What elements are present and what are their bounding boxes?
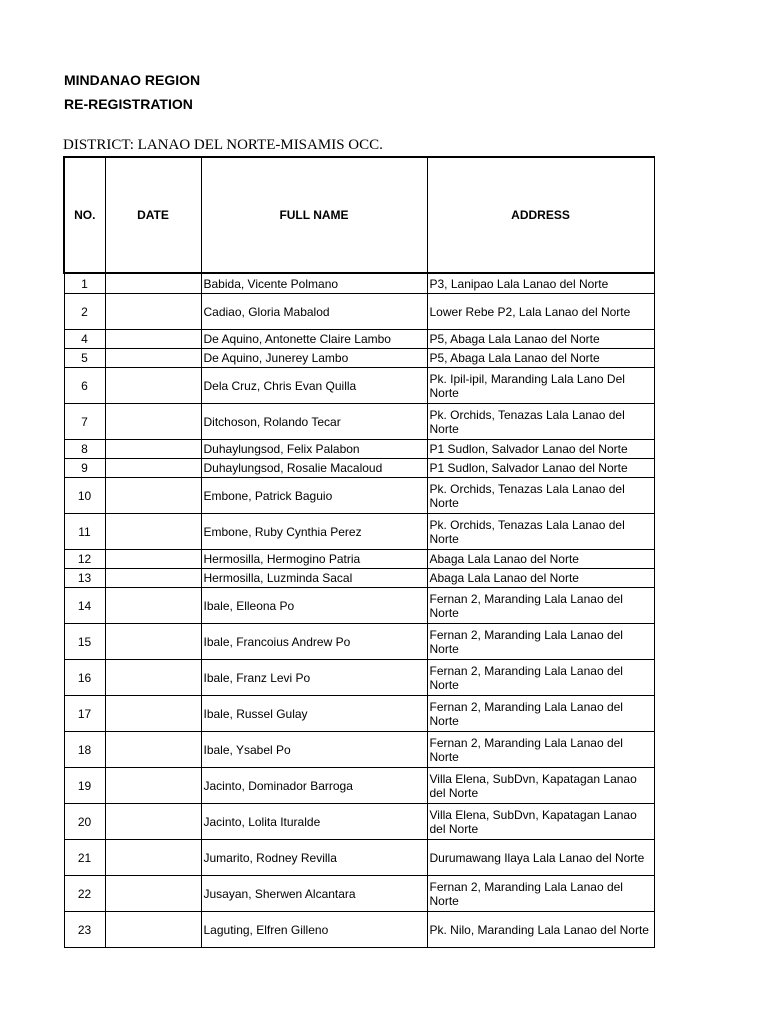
table-row xyxy=(64,478,654,514)
cell-date xyxy=(105,330,201,349)
table-row xyxy=(64,696,654,732)
cell-date xyxy=(105,840,201,876)
cell-full-name: Jacinto, Dominador Barroga xyxy=(201,768,427,804)
table-row xyxy=(64,459,654,478)
column-header-address: ADDRESS xyxy=(427,157,654,273)
table-row xyxy=(64,588,654,624)
cell-address: Lower Rebe P2, Lala Lanao del Norte xyxy=(427,294,654,330)
cell-full-name: Laguting, Elfren Gilleno xyxy=(201,912,427,948)
cell-full-name: Ibale, Elleona Po xyxy=(201,588,427,624)
cell-no: 6 xyxy=(64,368,105,404)
cell-full-name: Hermosilla, Hermogino Patria xyxy=(201,550,427,569)
cell-full-name: Embone, Ruby Cynthia Perez xyxy=(201,514,427,550)
cell-full-name: Duhaylungsod, Felix Palabon xyxy=(201,440,427,459)
cell-full-name: Jusayan, Sherwen Alcantara xyxy=(201,876,427,912)
cell-date xyxy=(105,514,201,550)
cell-date xyxy=(105,478,201,514)
header-row xyxy=(64,157,654,273)
cell-no: 20 xyxy=(64,804,105,840)
cell-no: 5 xyxy=(64,349,105,368)
cell-no: 23 xyxy=(64,912,105,948)
cell-date xyxy=(105,368,201,404)
column-header-no: NO. xyxy=(64,157,105,273)
district-heading: DISTRICT: LANAO DEL NORTE-MISAMIS OCC. xyxy=(63,137,383,153)
table-row xyxy=(64,330,654,349)
cell-address: Fernan 2, Maranding Lala Lanao del Norte xyxy=(427,624,654,660)
cell-full-name: Jacinto, Lolita Ituralde xyxy=(201,804,427,840)
cell-no: 9 xyxy=(64,459,105,478)
table-row xyxy=(64,550,654,569)
cell-address: Pk. Nilo, Maranding Lala Lanao del Norte xyxy=(427,912,654,948)
cell-address: Durumawang Ilaya Lala Lanao del Norte xyxy=(427,840,654,876)
cell-address: Abaga Lala Lanao del Norte xyxy=(427,550,654,569)
cell-address: Fernan 2, Maranding Lala Lanao del Norte xyxy=(427,732,654,768)
cell-no: 14 xyxy=(64,588,105,624)
cell-address: P5, Abaga Lala Lanao del Norte xyxy=(427,330,654,349)
cell-address: P5, Abaga Lala Lanao del Norte xyxy=(427,349,654,368)
table-row xyxy=(64,569,654,588)
cell-no: 12 xyxy=(64,550,105,569)
cell-full-name: De Aquino, Antonette Claire Lambo xyxy=(201,330,427,349)
cell-address: P1 Sudlon, Salvador Lanao del Norte xyxy=(427,459,654,478)
cell-address: Pk. Ipil-ipil, Maranding Lala Lano Del Norte xyxy=(427,368,654,404)
table-row xyxy=(64,404,654,440)
cell-date xyxy=(105,404,201,440)
cell-full-name: Ditchoson, Rolando Tecar xyxy=(201,404,427,440)
registration-table xyxy=(63,156,655,948)
table-body xyxy=(64,273,654,948)
cell-date xyxy=(105,660,201,696)
cell-date xyxy=(105,912,201,948)
table-header xyxy=(64,157,654,273)
table-row xyxy=(64,804,654,840)
table-row xyxy=(64,514,654,550)
column-header-full-name: FULL NAME xyxy=(201,157,427,273)
cell-no: 21 xyxy=(64,840,105,876)
cell-no: 7 xyxy=(64,404,105,440)
table-row xyxy=(64,840,654,876)
table-row xyxy=(64,732,654,768)
cell-date xyxy=(105,550,201,569)
cell-address: Pk. Orchids, Tenazas Lala Lanao del Norte xyxy=(427,514,654,550)
table-row xyxy=(64,349,654,368)
cell-address: Villa Elena, SubDvn, Kapatagan Lanao del Norte xyxy=(427,768,654,804)
region-heading: MINDANAO REGION xyxy=(64,72,201,88)
cell-full-name: De Aquino, Junerey Lambo xyxy=(201,349,427,368)
cell-address: Fernan 2, Maranding Lala Lanao del Norte xyxy=(427,660,654,696)
cell-no: 17 xyxy=(64,696,105,732)
registration-heading: RE-REGISTRATION xyxy=(64,96,193,112)
cell-no: 22 xyxy=(64,876,105,912)
cell-address: Fernan 2, Maranding Lala Lanao del Norte xyxy=(427,876,654,912)
cell-no: 15 xyxy=(64,624,105,660)
cell-address: Pk. Orchids, Tenazas Lala Lanao del Norte xyxy=(427,404,654,440)
table-row xyxy=(64,294,654,330)
cell-full-name: Cadiao, Gloria Mabalod xyxy=(201,294,427,330)
cell-full-name: Ibale, Francoius Andrew Po xyxy=(201,624,427,660)
cell-address: P3, Lanipao Lala Lanao del Norte xyxy=(427,273,654,294)
cell-no: 19 xyxy=(64,768,105,804)
cell-address: Villa Elena, SubDvn, Kapatagan Lanao del Norte xyxy=(427,804,654,840)
table-row xyxy=(64,768,654,804)
table-row xyxy=(64,876,654,912)
cell-no: 8 xyxy=(64,440,105,459)
cell-date xyxy=(105,876,201,912)
cell-no: 11 xyxy=(64,514,105,550)
cell-date xyxy=(105,732,201,768)
cell-date xyxy=(105,768,201,804)
cell-address: Fernan 2, Maranding Lala Lanao del Norte xyxy=(427,588,654,624)
cell-no: 10 xyxy=(64,478,105,514)
table-row xyxy=(64,273,654,294)
cell-full-name: Babida, Vicente Polmano xyxy=(201,273,427,294)
cell-address: Abaga Lala Lanao del Norte xyxy=(427,569,654,588)
cell-full-name: Embone, Patrick Baguio xyxy=(201,478,427,514)
cell-full-name: Ibale, Ysabel Po xyxy=(201,732,427,768)
table-row xyxy=(64,912,654,948)
cell-address: Fernan 2, Maranding Lala Lanao del Norte xyxy=(427,696,654,732)
cell-full-name: Ibale, Franz Levi Po xyxy=(201,660,427,696)
cell-date xyxy=(105,349,201,368)
cell-date xyxy=(105,804,201,840)
cell-no: 13 xyxy=(64,569,105,588)
cell-date xyxy=(105,569,201,588)
table-row xyxy=(64,440,654,459)
cell-date xyxy=(105,588,201,624)
cell-address: P1 Sudlon, Salvador Lanao del Norte xyxy=(427,440,654,459)
cell-address: Pk. Orchids, Tenazas Lala Lanao del Norte xyxy=(427,478,654,514)
cell-no: 18 xyxy=(64,732,105,768)
table-row xyxy=(64,624,654,660)
cell-date xyxy=(105,624,201,660)
column-header-date: DATE xyxy=(105,157,201,273)
cell-date xyxy=(105,696,201,732)
cell-full-name: Duhaylungsod, Rosalie Macaloud xyxy=(201,459,427,478)
cell-full-name: Dela Cruz, Chris Evan Quilla xyxy=(201,368,427,404)
cell-full-name: Ibale, Russel Gulay xyxy=(201,696,427,732)
cell-no: 2 xyxy=(64,294,105,330)
cell-date xyxy=(105,294,201,330)
cell-date xyxy=(105,459,201,478)
table-row xyxy=(64,660,654,696)
cell-date xyxy=(105,273,201,294)
cell-no: 1 xyxy=(64,273,105,294)
cell-full-name: Jumarito, Rodney Revilla xyxy=(201,840,427,876)
cell-full-name: Hermosilla, Luzminda Sacal xyxy=(201,569,427,588)
cell-no: 16 xyxy=(64,660,105,696)
cell-no: 4 xyxy=(64,330,105,349)
table-row xyxy=(64,368,654,404)
cell-date xyxy=(105,440,201,459)
